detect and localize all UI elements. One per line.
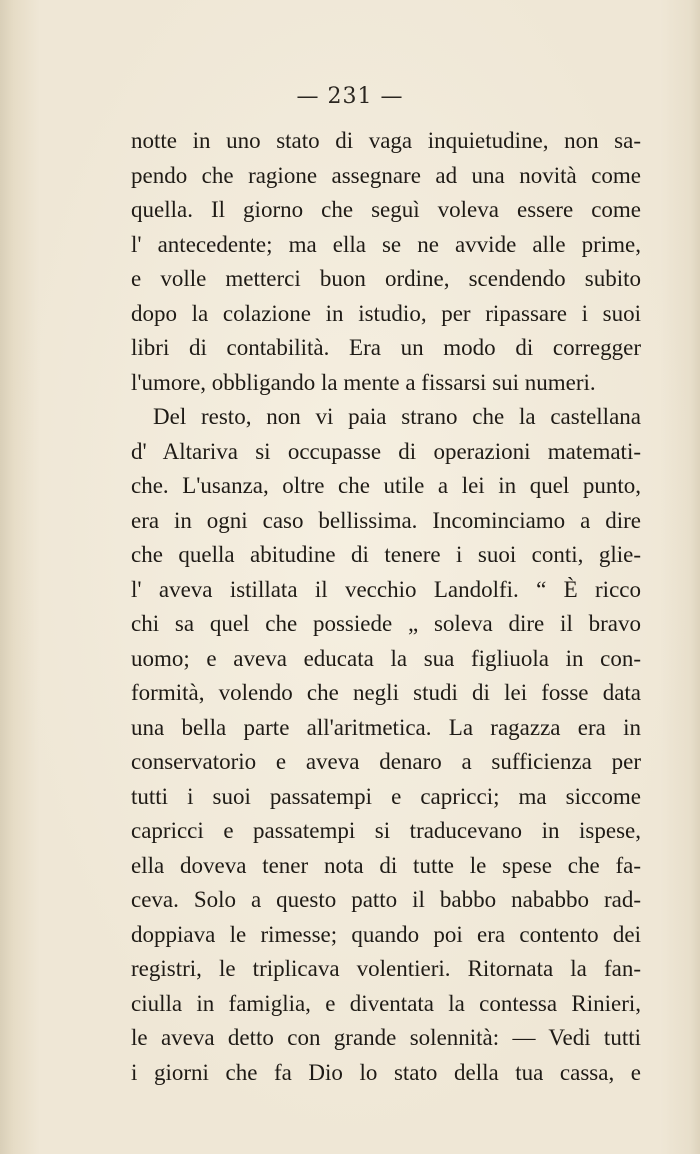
page-number: — 231 — xyxy=(296,84,404,109)
text-line: che. L'usanza, oltre che utile a lei in quel punto, xyxy=(131,473,641,498)
text-line: le aveva detto con grande solennità: — Vedi tutti xyxy=(131,1025,641,1050)
text-line: chi sa quel che possiede „ soleva dire il bravo xyxy=(131,611,641,636)
text-line: i giorni che fa Dio lo stato della tua cassa, e xyxy=(131,1059,641,1085)
text-line: che quella abitudine di tenere i suoi conti, glie- xyxy=(131,542,641,567)
text-line: ceva. Solo a questo patto il babbo nababbo rad- xyxy=(131,887,641,912)
text-line: quella. Il giorno che seguì voleva essere come xyxy=(131,197,641,222)
text-line: Del resto, non vi paia strano che la castellana xyxy=(153,404,641,429)
text-line: era in ogni caso bellissima. Incominciamo a dire xyxy=(131,507,641,533)
text-line: ella doveva tener nota di tutte le spese che fa- xyxy=(131,852,641,878)
text-line: capricci e passatempi si traducevano in ispese, xyxy=(131,818,641,843)
text-line: conservatorio e aveva denaro a sufficienza per xyxy=(131,749,641,774)
body-text xyxy=(131,124,641,1090)
text-line: d' Altariva si occupasse di operazioni matemati- xyxy=(131,438,641,464)
text-line: registri, le triplicava volentieri. Ritornata la fan- xyxy=(131,956,641,981)
text-line: notte in uno stato di vaga inquietudine, non sa- xyxy=(131,128,641,153)
text-line: l' antecedente; ma ella se ne avvide alle prime, xyxy=(131,231,641,257)
text-line: l'umore, obbligando la mente a fissarsi sui numeri. xyxy=(131,369,596,395)
text-line: una bella parte all'aritmetica. La ragazza era in xyxy=(131,714,641,740)
text-line: e volle metterci buon ordine, scendendo subito xyxy=(131,266,641,291)
text-line: l' aveva istillata il vecchio Landolfi. “ È ricco xyxy=(131,576,641,602)
text-line: dopo la colazione in istudio, per ripassare i suoi xyxy=(131,300,641,326)
text-line: pendo che ragione assegnare ad una novità come xyxy=(131,162,641,188)
text-line: uomo; e aveva educata la sua figliuola in con- xyxy=(131,645,641,671)
text-line: libri di contabilità. Era un modo di corregger xyxy=(131,335,641,360)
text-line: formità, volendo che negli studi di lei fosse data xyxy=(131,680,641,705)
text-line: tutti i suoi passatempi e capricci; ma siccome xyxy=(131,783,641,809)
text-line: doppiava le rimesse; quando poi era contento dei xyxy=(131,921,641,947)
text-line: ciulla in famiglia, e diventata la contessa Rinieri, xyxy=(131,990,641,1016)
